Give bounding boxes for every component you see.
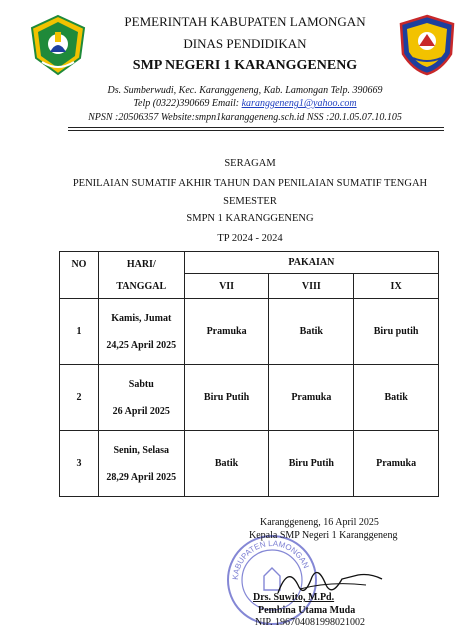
uniform-schedule-table <box>59 251 439 497</box>
doc-title: SERAGAM <box>224 158 276 169</box>
row-day: Sabtu <box>128 378 154 390</box>
row-no: 3 <box>60 431 99 497</box>
row-vii: Pramuka <box>184 299 269 365</box>
table-row <box>60 431 439 497</box>
row-day-date <box>98 365 184 431</box>
header-divider <box>68 127 444 128</box>
header-uniform: PAKAIAN <box>184 252 438 274</box>
department-line: DINAS PENDIDIKAN <box>183 36 307 51</box>
row-no: 1 <box>60 299 99 365</box>
address-line: Ds. Sumberwudi, Kec. Karanggeneng, Kab. Lamongan Telp. 390669 <box>107 85 383 96</box>
header-divider-second <box>68 130 444 131</box>
signatory-name: Drs. Suwito, M.Pd. <box>253 592 335 603</box>
row-day: Senin, Selasa <box>113 444 170 456</box>
row-ix: Batik <box>354 365 439 431</box>
header-date: TANGGAL <box>116 281 167 292</box>
header-grade-viii: VIII <box>269 274 354 299</box>
doc-school: SMPN 1 KARANGGENENG <box>186 213 314 224</box>
header-no: NO <box>60 252 99 299</box>
signatory-rank: Pembina Utama Muda <box>258 605 356 616</box>
row-day-date <box>98 299 184 365</box>
school-name: SMP NEGERI 1 KARANGGENENG <box>132 58 358 73</box>
table-row <box>60 299 439 365</box>
row-no: 2 <box>60 365 99 431</box>
header-grade-vii: VII <box>184 274 269 299</box>
row-date: 24,25 April 2025 <box>106 339 177 351</box>
header-day: HARI/ <box>126 259 156 270</box>
doc-subtitle-cont: SEMESTER <box>223 196 277 207</box>
row-vii: Batik <box>184 431 269 497</box>
row-ix: Pramuka <box>354 431 439 497</box>
row-day: Kamis, Jumat <box>111 312 172 324</box>
stamp-text: KABUPATEN LAMONGAN <box>230 538 311 581</box>
npsn-line: NPSN :20506357 Website:smpn1karanggeneng.sch.id NSS :20.1.05.07.10.105 <box>88 112 402 123</box>
row-viii: Biru Putih <box>269 431 354 497</box>
row-vii: Biru Putih <box>184 365 269 431</box>
row-ix: Biru putih <box>354 299 439 365</box>
row-viii: Pramuka <box>269 365 354 431</box>
signature-position: Kepala SMP Negeri 1 Karanggeneng <box>249 530 398 541</box>
doc-subtitle: PENILAIAN SUMATIF AKHIR TAHUN DAN PENILAIAN SUMATIF TENGAH <box>72 178 428 189</box>
lamongan-regency-emblem-icon <box>28 14 88 76</box>
row-date: 28,29 April 2025 <box>106 471 177 483</box>
email-link[interactable]: karanggeneng1@yahoo.com <box>241 98 357 109</box>
row-day-date <box>98 431 184 497</box>
header-grade-ix: IX <box>354 274 439 299</box>
header-day-date <box>98 252 184 299</box>
signatory-nip: NIP. 196704081998021002 <box>255 617 366 628</box>
row-viii: Batik <box>269 299 354 365</box>
phone-text: Telp (0322)390669 Email: <box>133 98 242 109</box>
doc-year: TP 2024 - 2024 <box>217 233 283 244</box>
government-line: PEMERINTAH KABUPATEN LAMONGAN <box>124 14 366 29</box>
row-date: 26 April 2025 <box>112 405 170 417</box>
signature-place-date: Karanggeneng, 16 April 2025 <box>260 517 379 528</box>
contact-line <box>60 98 430 109</box>
table-row <box>60 365 439 431</box>
